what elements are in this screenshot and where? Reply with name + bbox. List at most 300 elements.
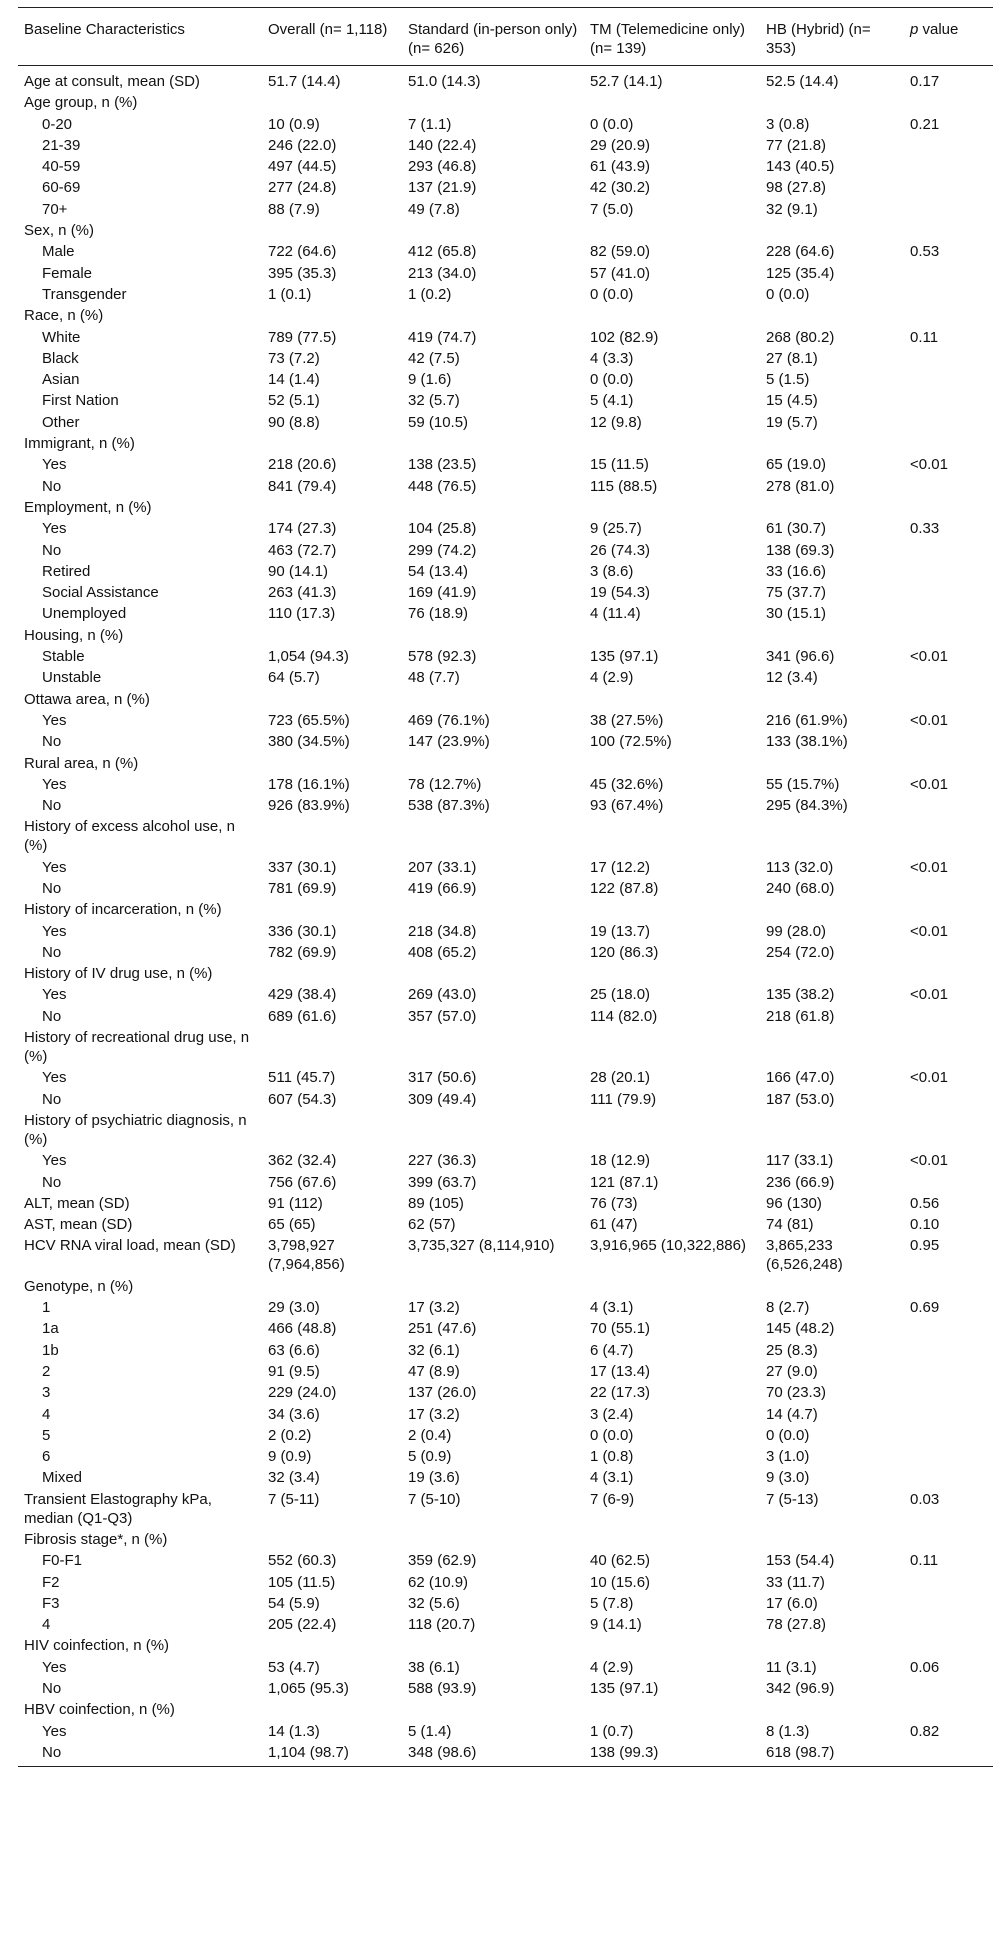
cell-standard: 5 (1.4) [408, 1722, 452, 1740]
table-row [18, 1066, 993, 1087]
cell-tm: 3 (8.6) [590, 562, 634, 580]
cell-standard: 51.0 (14.3) [408, 73, 481, 90]
cell-tm: 100 (72.5%) [590, 733, 672, 751]
cell-tm: 111 (79.9) [590, 1090, 657, 1108]
cell-p-value [904, 1634, 993, 1655]
cell-standard: 7 (1.1) [408, 115, 452, 133]
cell-tm: 93 (67.4%) [590, 797, 664, 815]
cell-standard [402, 219, 584, 240]
cell-tm [584, 751, 760, 772]
cell-tm [584, 1634, 760, 1655]
cell-tm [584, 91, 760, 112]
cell-hb: 70 (23.3) [766, 1384, 827, 1402]
cell-p-value [904, 687, 993, 708]
table-row-group [18, 219, 993, 240]
cell-tm: 15 (11.5) [590, 456, 649, 474]
table-row [18, 941, 993, 962]
cell-overall [262, 304, 402, 325]
row-label: Female [42, 264, 93, 282]
row-label: Unemployed [42, 605, 127, 623]
cell-hb: 52.5 (14.4) [766, 73, 839, 90]
row-label: Black [42, 349, 79, 367]
cell-standard: 588 (93.9) [408, 1680, 477, 1698]
cell-hb: 14 (4.7) [766, 1405, 818, 1423]
header-p-value [904, 8, 993, 66]
cell-standard: 32 (5.7) [408, 392, 460, 410]
cell-tm: 17 (12.2) [590, 858, 651, 876]
table-row [18, 197, 993, 218]
table-row [18, 1445, 993, 1466]
row-label: Yes [42, 1069, 67, 1087]
cell-overall: 91 (9.5) [268, 1362, 320, 1380]
cell-overall: 395 (35.3) [268, 264, 337, 282]
cell-p-value: <0.01 [910, 1069, 948, 1087]
cell-overall: 34 (3.6) [268, 1405, 320, 1423]
cell-tm: 25 (18.0) [590, 986, 651, 1004]
row-label: Other [42, 413, 80, 431]
cell-tm: 19 (54.3) [590, 584, 651, 602]
cell-overall: 926 (83.9%) [268, 797, 350, 815]
table-row-group [18, 1487, 993, 1527]
cell-hb: 618 (98.7) [760, 1741, 904, 1767]
cell-hb: 236 (66.9) [766, 1173, 835, 1191]
table-row-group [18, 898, 993, 919]
row-label: Yes [42, 456, 67, 474]
cell-hb: 3,865,233 (6,526,248) [766, 1237, 843, 1274]
row-label: 21-39 [42, 136, 81, 154]
cell-standard [402, 1026, 584, 1066]
cell-overall [262, 815, 402, 855]
cell-p-value [904, 581, 993, 602]
cell-hb: 8 (2.7) [766, 1299, 810, 1317]
cell-hb: 12 (3.4) [766, 669, 818, 687]
cell-p-value [904, 1698, 993, 1719]
row-label: 0-20 [42, 115, 73, 133]
table-row [18, 517, 993, 538]
cell-p-value [904, 602, 993, 623]
row-label: Yes [42, 858, 67, 876]
table-row [18, 1149, 993, 1170]
row-label: Race, n (%) [24, 307, 104, 325]
cell-overall: 1 (0.1) [268, 285, 312, 303]
cell-hb [760, 91, 904, 112]
cell-hb: 166 (47.0) [766, 1069, 835, 1087]
cell-p-value [904, 1360, 993, 1381]
cell-overall: 105 (11.5) [268, 1573, 336, 1591]
cell-hb [760, 1109, 904, 1149]
row-label: Transgender [42, 285, 127, 303]
cell-standard: 408 (65.2) [408, 943, 477, 961]
row-label: Unstable [42, 669, 102, 687]
cell-tm: 61 (47) [590, 1216, 638, 1234]
cell-hb: 19 (5.7) [766, 413, 818, 431]
row-label: 70+ [42, 200, 68, 218]
cell-tm: 0 (0.0) [590, 1426, 634, 1444]
cell-p-value: <0.01 [910, 456, 948, 474]
cell-standard: 49 (7.8) [408, 200, 460, 218]
row-label: No [42, 733, 62, 751]
table-row [18, 560, 993, 581]
cell-standard: 299 (74.2) [408, 541, 477, 559]
cell-overall [262, 1026, 402, 1066]
cell-hb [760, 687, 904, 708]
cell-tm: 3,916,965 (10,322,886) [590, 1237, 746, 1255]
table-row [18, 240, 993, 261]
cell-hb: 78 (27.8) [766, 1616, 827, 1634]
cell-overall: 756 (67.6) [268, 1173, 337, 1191]
cell-p-value [904, 1317, 993, 1338]
cell-overall: 463 (72.7) [268, 541, 337, 559]
cell-hb: 99 (28.0) [766, 922, 827, 940]
cell-p-value: 0.03 [910, 1490, 940, 1508]
cell-tm [584, 687, 760, 708]
table-row [18, 1677, 993, 1698]
row-label: Yes [42, 1722, 67, 1740]
table-row-group [18, 1698, 993, 1719]
row-label: F3 [42, 1594, 60, 1612]
row-label: 5 [42, 1426, 51, 1444]
cell-p-value [904, 1445, 993, 1466]
table-row [18, 1424, 993, 1445]
cell-standard: 140 (22.4) [408, 136, 477, 154]
cell-standard: 48 (7.7) [408, 669, 460, 687]
table-row [18, 855, 993, 876]
cell-overall: 229 (24.0) [268, 1384, 337, 1402]
cell-standard: 78 (12.7%) [408, 775, 482, 793]
cell-p-value [904, 134, 993, 155]
cell-overall: 336 (30.1) [268, 922, 337, 940]
table-row [18, 730, 993, 751]
cell-overall: 90 (8.8) [268, 413, 320, 431]
cell-hb: 17 (6.0) [766, 1594, 818, 1612]
cell-tm [584, 304, 760, 325]
cell-hb: 254 (72.0) [766, 943, 835, 961]
cell-p-value [904, 347, 993, 368]
cell-hb: 96 (130) [766, 1194, 822, 1212]
row-label: Yes [42, 1152, 67, 1170]
cell-standard: 227 (36.3) [408, 1152, 477, 1170]
cell-hb: 113 (32.0) [766, 858, 834, 876]
cell-standard: 269 (43.0) [408, 986, 477, 1004]
cell-standard [402, 1109, 584, 1149]
cell-hb [760, 1026, 904, 1066]
cell-standard: 7 (5-10) [408, 1490, 461, 1508]
row-label: Transient Elastography kPa, median (Q1-Q3) [24, 1490, 212, 1527]
cell-standard: 9 (1.6) [408, 371, 452, 389]
row-label: HBV coinfection, n (%) [24, 1701, 175, 1719]
table-row [18, 1549, 993, 1570]
cell-standard [402, 962, 584, 983]
row-label: Yes [42, 520, 67, 538]
row-label: History of excess alcohol use, n (%) [24, 818, 235, 855]
cell-standard: 3,735,327 (8,114,910) [408, 1237, 555, 1255]
cell-tm: 4 (3.1) [590, 1299, 634, 1317]
cell-hb: 0 (0.0) [766, 1426, 810, 1444]
cell-hb: 75 (37.7) [766, 584, 827, 602]
cell-hb: 33 (11.7) [766, 1573, 825, 1591]
cell-overall: 88 (7.9) [268, 200, 320, 218]
cell-tm: 121 (87.1) [590, 1173, 659, 1191]
cell-p-value [904, 1338, 993, 1359]
cell-hb [760, 623, 904, 644]
cell-hb: 240 (68.0) [766, 879, 835, 897]
table-row [18, 1613, 993, 1634]
table-row [18, 666, 993, 687]
cell-tm [584, 623, 760, 644]
cell-p-value [904, 283, 993, 304]
header-hb: HB (Hybrid) (n= 353) [760, 8, 904, 66]
row-label: No [42, 943, 62, 961]
cell-standard: 62 (57) [408, 1216, 456, 1234]
cell-p-value [904, 1613, 993, 1634]
row-label: Immigrant, n (%) [24, 435, 135, 453]
cell-standard: 419 (66.9) [408, 879, 477, 897]
cell-hb [760, 304, 904, 325]
cell-tm [584, 1698, 760, 1719]
table-row-group [18, 962, 993, 983]
header-p-italic: p [910, 21, 919, 38]
cell-overall [262, 1528, 402, 1549]
cell-standard: 147 (23.9%) [408, 733, 490, 751]
table-row [18, 1466, 993, 1487]
table-row [18, 877, 993, 898]
row-label: 1 [42, 1299, 51, 1317]
table-row [18, 389, 993, 410]
cell-p-value: 0.95 [910, 1237, 940, 1255]
cell-p-value [904, 815, 993, 855]
cell-hb [760, 751, 904, 772]
cell-tm: 61 (43.9) [590, 158, 651, 176]
cell-standard [402, 432, 584, 453]
cell-standard: 578 (92.3) [408, 648, 477, 666]
table-row [18, 176, 993, 197]
cell-tm: 29 (20.9) [590, 136, 651, 154]
row-label: Yes [42, 711, 67, 729]
table-row [18, 538, 993, 559]
row-label: Sex, n (%) [24, 222, 95, 240]
cell-overall: 29 (3.0) [268, 1299, 320, 1317]
cell-p-value [904, 1592, 993, 1613]
cell-overall: 32 (3.4) [268, 1469, 320, 1487]
table-row [18, 602, 993, 623]
table-row-group [18, 1528, 993, 1549]
row-label: Asian [42, 371, 80, 389]
cell-overall: 841 (79.4) [268, 477, 337, 495]
cell-tm: 0 (0.0) [590, 285, 634, 303]
cell-p-value [904, 1381, 993, 1402]
cell-overall: 380 (34.5%) [268, 733, 350, 751]
cell-overall: 10 (0.9) [268, 115, 320, 133]
row-label: 3 [42, 1384, 51, 1402]
cell-standard: 32 (5.6) [408, 1594, 460, 1612]
table-row-group [18, 432, 993, 453]
cell-p-value: 0.11 [910, 1552, 939, 1570]
cell-standard: 412 (65.8) [408, 243, 477, 261]
cell-overall: 205 (22.4) [268, 1616, 337, 1634]
row-label: No [42, 797, 62, 815]
cell-hb: 25 (8.3) [766, 1341, 818, 1359]
cell-overall: 218 (20.6) [268, 456, 337, 474]
cell-p-value: 0.10 [910, 1216, 940, 1234]
cell-overall: 52 (5.1) [268, 392, 320, 410]
cell-p-value [904, 623, 993, 644]
cell-overall: 174 (27.3) [268, 520, 337, 538]
row-label: Housing, n (%) [24, 626, 124, 644]
cell-hb: 228 (64.6) [766, 243, 835, 261]
cell-tm: 4 (11.4) [590, 605, 641, 623]
cell-tm: 9 (25.7) [590, 520, 642, 538]
table-row-group [18, 687, 993, 708]
cell-hb [760, 1634, 904, 1655]
cell-overall: 7 (5-11) [268, 1490, 320, 1508]
cell-tm: 120 (86.3) [590, 943, 659, 961]
row-label: Fibrosis stage*, n (%) [24, 1531, 168, 1548]
cell-standard: 399 (63.7) [408, 1173, 477, 1191]
row-label: No [42, 541, 62, 559]
cell-p-value [904, 751, 993, 772]
cell-p-value [904, 1004, 993, 1025]
cell-tm [584, 962, 760, 983]
row-label: History of incarceration, n (%) [24, 901, 222, 919]
table-row-group [18, 1634, 993, 1655]
cell-standard [402, 304, 584, 325]
cell-overall: 91 (112) [268, 1194, 323, 1212]
row-label: 60-69 [42, 179, 81, 197]
table-row [18, 410, 993, 431]
cell-p-value [904, 474, 993, 495]
cell-hb [760, 815, 904, 855]
row-label: HCV RNA viral load, mean (SD) [24, 1237, 236, 1255]
cell-standard [402, 91, 584, 112]
cell-standard: 32 (6.1) [408, 1341, 460, 1359]
cell-overall: 110 (17.3) [268, 605, 336, 623]
cell-standard: 137 (26.0) [408, 1384, 477, 1402]
cell-overall: 53 (4.7) [268, 1658, 320, 1676]
cell-hb: 27 (9.0) [766, 1362, 818, 1380]
cell-hb: 133 (38.1%) [766, 733, 848, 751]
cell-standard: 207 (33.1) [408, 858, 477, 876]
header-overall: Overall (n= 1,118) [262, 8, 402, 66]
cell-hb [760, 1274, 904, 1295]
cell-hb [760, 962, 904, 983]
cell-hb: 27 (8.1) [766, 349, 818, 367]
cell-p-value: 0.33 [910, 520, 940, 538]
cell-p-value [904, 91, 993, 112]
table-row [18, 1087, 993, 1108]
cell-hb [760, 432, 904, 453]
cell-tm [584, 1274, 760, 1295]
header-characteristic: Baseline Characteristics [18, 8, 262, 66]
cell-tm: 115 (88.5) [590, 477, 658, 495]
cell-hb [760, 219, 904, 240]
cell-hb: 0 (0.0) [766, 285, 810, 303]
cell-overall: 722 (64.6) [268, 243, 337, 261]
cell-hb: 98 (27.8) [766, 179, 827, 197]
table-row-group [18, 66, 993, 92]
cell-tm: 6 (4.7) [590, 1341, 634, 1359]
cell-tm: 102 (82.9) [590, 328, 659, 346]
cell-p-value: 0.21 [910, 115, 940, 133]
table-row [18, 1317, 993, 1338]
table-row [18, 283, 993, 304]
cell-standard: 2 (0.4) [408, 1426, 452, 1444]
cell-p-value [904, 176, 993, 197]
cell-hb: 3 (1.0) [766, 1448, 810, 1466]
table-row [18, 155, 993, 176]
table-row-group [18, 91, 993, 112]
row-label: 2 [42, 1362, 51, 1380]
cell-overall [262, 219, 402, 240]
cell-overall: 552 (60.3) [268, 1552, 337, 1570]
cell-hb: 218 (61.8) [766, 1007, 835, 1025]
cell-standard: 17 (3.2) [408, 1405, 460, 1423]
cell-hb: 7 (5-13) [766, 1490, 819, 1508]
row-label: No [42, 879, 62, 897]
row-label: Age group, n (%) [24, 94, 138, 112]
table-row [18, 919, 993, 940]
row-label: No [42, 477, 62, 495]
cell-overall: 54 (5.9) [268, 1594, 320, 1612]
cell-hb: 74 (81) [766, 1216, 814, 1234]
cell-tm: 4 (3.3) [590, 349, 634, 367]
table-row [18, 1381, 993, 1402]
cell-p-value: 0.17 [910, 73, 940, 90]
cell-standard: 17 (3.2) [408, 1299, 460, 1317]
row-label: Ottawa area, n (%) [24, 690, 150, 708]
cell-hb: 138 (69.3) [766, 541, 835, 559]
cell-tm: 19 (13.7) [590, 922, 651, 940]
cell-p-value [904, 1466, 993, 1487]
row-label: No [42, 1090, 62, 1108]
table-row [18, 453, 993, 474]
cell-p-value [904, 1109, 993, 1149]
cell-overall: 511 (45.7) [268, 1069, 336, 1087]
row-label: Retired [42, 562, 91, 580]
cell-tm: 122 (87.8) [590, 879, 659, 897]
table-row [18, 1338, 993, 1359]
cell-overall: 3,798,927 (7,964,856) [268, 1237, 345, 1274]
cell-standard: 348 (98.6) [402, 1741, 584, 1767]
table-header [18, 8, 993, 66]
cell-hb: 187 (53.0) [766, 1090, 835, 1108]
cell-overall [262, 432, 402, 453]
cell-standard: 104 (25.8) [408, 520, 477, 538]
cell-hb: 9 (3.0) [766, 1469, 810, 1487]
table-row [18, 1655, 993, 1676]
table-row-group [18, 1213, 993, 1234]
cell-p-value [904, 666, 993, 687]
cell-p-value [904, 1402, 993, 1423]
cell-standard: 118 (20.7) [408, 1616, 476, 1634]
cell-p-value [904, 1677, 993, 1698]
cell-p-value [904, 389, 993, 410]
cell-p-value [904, 538, 993, 559]
cell-tm [584, 1109, 760, 1149]
cell-standard: 419 (74.7) [408, 328, 477, 346]
table-row [18, 325, 993, 346]
cell-hb: 117 (33.1) [766, 1152, 834, 1170]
cell-p-value: 0.82 [910, 1722, 940, 1740]
cell-standard: 448 (76.5) [408, 477, 477, 495]
table-row-group [18, 1192, 993, 1213]
cell-hb [760, 898, 904, 919]
table-body [18, 66, 993, 1767]
cell-standard [402, 623, 584, 644]
cell-p-value [904, 794, 993, 815]
cell-standard: 89 (105) [408, 1194, 464, 1212]
cell-p-value [904, 1424, 993, 1445]
cell-p-value [904, 877, 993, 898]
